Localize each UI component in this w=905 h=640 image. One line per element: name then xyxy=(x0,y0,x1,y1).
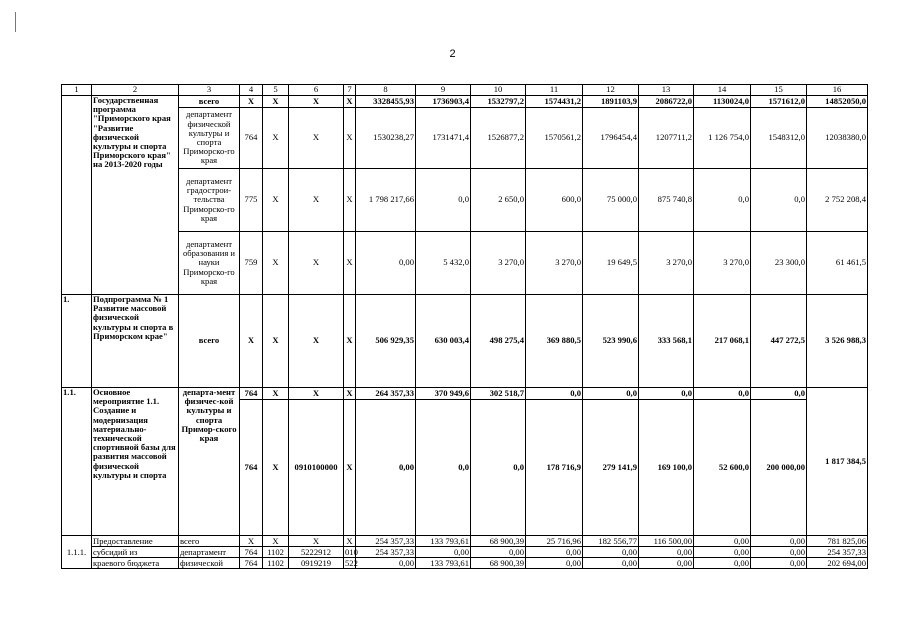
value-cell: 2 650,0 xyxy=(471,169,526,232)
column-number-header: 10 xyxy=(471,85,526,96)
value-cell: 1207711,2 xyxy=(639,108,694,169)
value-cell: 3 270,0 xyxy=(471,232,526,295)
executor-cell: департа-мент физичес-кой культуры и спорта Примор-ского края xyxy=(179,388,240,536)
value-cell: 0,00 xyxy=(416,547,471,558)
value-cell: 1570561,2 xyxy=(526,108,583,169)
table-row xyxy=(62,169,868,232)
value-cell: 302 518,7 xyxy=(471,388,526,400)
value-cell: 1548312,0 xyxy=(751,108,807,169)
code-cell: 764 xyxy=(240,400,263,536)
value-cell: 0,00 xyxy=(583,558,639,569)
code-cell: X xyxy=(289,232,344,295)
value-cell: 0,00 xyxy=(356,232,416,295)
table-row xyxy=(62,96,868,108)
value-cell: 0,0 xyxy=(694,169,751,232)
value-cell: 3 526 988,3 xyxy=(807,295,868,388)
table-row xyxy=(62,108,868,169)
column-number-header: 14 xyxy=(694,85,751,96)
value-cell: 23 300,0 xyxy=(751,232,807,295)
column-number-header: 4 xyxy=(240,85,263,96)
table-row xyxy=(62,295,868,388)
value-cell: 264 357,33 xyxy=(356,388,416,400)
column-number-header: 8 xyxy=(356,85,416,96)
code-cell: X xyxy=(344,232,356,295)
value-cell: 0,0 xyxy=(471,400,526,536)
page-number: 2 xyxy=(449,48,456,60)
executor-cell: всего xyxy=(179,295,240,388)
program-name: Государственная программа "Приморского края "Развитие физической культуры и спорта Приморского края" на 2013-2020 годы xyxy=(92,96,179,295)
value-cell: 1 817 384,5 xyxy=(807,388,868,536)
column-number-header: 16 xyxy=(807,85,868,96)
value-cell: 1130024,0 xyxy=(694,96,751,108)
code-cell: X xyxy=(240,536,263,547)
value-cell: 0,0 xyxy=(583,388,639,400)
value-cell: 447 272,5 xyxy=(751,295,807,388)
value-cell: 0,00 xyxy=(526,547,583,558)
value-cell: 182 556,77 xyxy=(583,536,639,547)
code-cell: X xyxy=(263,169,289,232)
code-cell: X xyxy=(263,536,289,547)
value-cell: 498 275,4 xyxy=(471,295,526,388)
code-cell: X xyxy=(263,96,289,108)
column-number-header: 1 xyxy=(62,85,92,96)
code-cell: X xyxy=(289,295,344,388)
code-cell: X xyxy=(289,169,344,232)
value-cell: 25 716,96 xyxy=(526,536,583,547)
row-number-cell: 1. xyxy=(62,295,92,388)
column-number-header: 15 xyxy=(751,85,807,96)
column-number-header: 6 xyxy=(289,85,344,96)
code-cell: 522 xyxy=(345,558,358,568)
value-cell: 0,00 xyxy=(694,536,751,547)
value-cell: 0,00 xyxy=(471,547,526,558)
row-number-cell: 1.1.1. xyxy=(62,536,92,569)
value-cell: 2086722,0 xyxy=(639,96,694,108)
code-cell: 764 xyxy=(240,558,263,569)
value-cell: 133 793,61 xyxy=(416,558,471,569)
code-cell: X xyxy=(344,388,356,400)
code-cell: X xyxy=(344,169,356,232)
value-cell: 61 461,5 xyxy=(807,232,868,295)
code-cell: X xyxy=(289,108,344,169)
value-cell: 200 000,00 xyxy=(751,400,807,536)
row-number-cell xyxy=(62,96,92,295)
value-cell: 254 357,33 xyxy=(356,547,416,558)
value-cell: 370 949,6 xyxy=(416,388,471,400)
code-cell: X xyxy=(344,108,356,169)
value-cell: 279 141,9 xyxy=(583,400,639,536)
value-cell: 1736903,4 xyxy=(416,96,471,108)
value-cell: 1 126 754,0 xyxy=(694,108,751,169)
executor-cell: физической xyxy=(179,558,240,569)
table-row xyxy=(62,232,868,295)
value-cell: 12038380,0 xyxy=(807,108,868,169)
value-cell: 3 270,0 xyxy=(694,232,751,295)
code-cell: X xyxy=(344,400,356,536)
value-cell: 202 694,00 xyxy=(807,558,868,569)
executor-cell: департамент физической культуры и спорта Приморско-го края xyxy=(179,108,240,169)
value-cell: 0,00 xyxy=(751,558,807,569)
table-body xyxy=(62,85,868,569)
value-cell: 3 270,0 xyxy=(639,232,694,295)
code-cell: 764 xyxy=(240,547,263,558)
value-cell: 0,00 xyxy=(356,400,416,536)
value-cell: 68 900,39 xyxy=(471,558,526,569)
code-cell: 775 xyxy=(240,169,263,232)
column-number-header: 5 xyxy=(263,85,289,96)
value-cell: 1 798 217,66 xyxy=(356,169,416,232)
column-number-header: 12 xyxy=(583,85,639,96)
code-cell: X xyxy=(263,388,289,400)
value-cell: 600,0 xyxy=(526,169,583,232)
value-cell: 1532797,2 xyxy=(471,96,526,108)
column-number-header: 7 xyxy=(344,85,356,96)
executor-cell: всего xyxy=(179,96,240,108)
value-cell: 2 752 208,4 xyxy=(807,169,868,232)
value-cell: 75 000,0 xyxy=(583,169,639,232)
value-cell: 1526877,2 xyxy=(471,108,526,169)
value-cell: 0,0 xyxy=(416,400,471,536)
code-cell: X xyxy=(263,295,289,388)
value-cell: 1796454,4 xyxy=(583,108,639,169)
value-cell: 875 740,8 xyxy=(639,169,694,232)
value-cell: 3328455,93 xyxy=(356,96,416,108)
value-cell: 3 270,0 xyxy=(526,232,583,295)
value-cell: 0,00 xyxy=(526,558,583,569)
subsidy-name-line: Предоставление xyxy=(92,536,179,547)
code-cell: 1102 xyxy=(263,558,289,569)
value-cell: 0,00 xyxy=(694,558,751,569)
value-cell: 0,00 xyxy=(583,547,639,558)
value-cell: 1530238,27 xyxy=(356,108,416,169)
code-cell: X xyxy=(263,232,289,295)
value-cell: 0,00 xyxy=(751,536,807,547)
value-cell: 5 432,0 xyxy=(416,232,471,295)
executor-cell: департамент образования и науки Приморско-го края xyxy=(179,232,240,295)
code-cell: 764 xyxy=(240,108,263,169)
value-cell: 254 357,33 xyxy=(356,536,416,547)
code-cell: X xyxy=(263,400,289,536)
value-cell: 133 793,61 xyxy=(416,536,471,547)
value-cell: 217 068,1 xyxy=(694,295,751,388)
value-cell: 369 880,5 xyxy=(526,295,583,388)
value-cell: 14852050,0 xyxy=(807,96,868,108)
code-cell: X xyxy=(289,536,344,547)
code-cell: X xyxy=(240,295,263,388)
value-cell: 333 568,1 xyxy=(639,295,694,388)
header-row xyxy=(62,85,868,96)
value-cell: 254 357,33 xyxy=(807,547,868,558)
subsidy-name-line: субсидий из xyxy=(92,547,179,558)
column-number-header: 13 xyxy=(639,85,694,96)
event-name: Основное мероприятие 1.1. Создание и модернизация материально-технической спортивной базы для развития массовой физической культуры и спорта xyxy=(92,388,179,536)
code-cell: 764 xyxy=(240,388,263,400)
code-cell: X xyxy=(289,388,344,400)
value-cell: 178 716,9 xyxy=(526,400,583,536)
code-cell: 0919219 xyxy=(289,558,344,569)
value-cell: 0,0 xyxy=(526,388,583,400)
column-number-header: 3 xyxy=(179,85,240,96)
value-cell: 0,00 xyxy=(639,558,694,569)
code-cell: 759 xyxy=(240,232,263,295)
value-cell: 1574431,2 xyxy=(526,96,583,108)
table-row xyxy=(62,558,868,569)
value-cell: 169 100,0 xyxy=(639,400,694,536)
value-cell: 0,0 xyxy=(416,169,471,232)
code-cell: 0910100000 xyxy=(289,400,344,536)
value-cell: 0,0 xyxy=(751,388,807,400)
executor-cell: департамент xyxy=(179,547,240,558)
column-number-header: 2 xyxy=(92,85,179,96)
value-cell: 781 825,06 xyxy=(807,536,868,547)
value-cell: 0,00 xyxy=(639,547,694,558)
value-cell: 1891103,9 xyxy=(583,96,639,108)
value-cell: 0,0 xyxy=(639,388,694,400)
value-cell: 19 649,5 xyxy=(583,232,639,295)
code-cell: X xyxy=(263,108,289,169)
column-number-header: 11 xyxy=(526,85,583,96)
value-cell: 52 600,0 xyxy=(694,400,751,536)
executor-cell: всего xyxy=(179,536,240,547)
value-cell: 1731471,4 xyxy=(416,108,471,169)
value-cell: 0,0 xyxy=(694,388,751,400)
code-cell: X xyxy=(240,96,263,108)
row-number-cell: 1.1. xyxy=(62,388,92,536)
code-cell: 010 xyxy=(345,547,358,557)
value-cell: 116 500,00 xyxy=(639,536,694,547)
code-cell: X xyxy=(344,96,356,108)
value-cell: 0,0 xyxy=(751,169,807,232)
code-cell: X xyxy=(289,96,344,108)
executor-cell: департамент градострои-тельства Приморско-го края xyxy=(179,169,240,232)
code-cell: 1102 xyxy=(263,547,289,558)
table-row xyxy=(62,536,868,547)
budget-table xyxy=(61,84,868,569)
code-cell: 5222912 xyxy=(289,547,344,558)
code-cell: X xyxy=(344,536,356,547)
margin-mark xyxy=(15,12,16,32)
value-cell: 0,00 xyxy=(356,558,416,569)
value-cell: 506 929,35 xyxy=(356,295,416,388)
value-cell: 0,00 xyxy=(694,547,751,558)
table-row xyxy=(62,547,868,558)
table-row xyxy=(62,388,868,400)
column-number-header: 9 xyxy=(416,85,471,96)
value-cell: 630 003,4 xyxy=(416,295,471,388)
subsidy-name-line: краевого бюджета xyxy=(92,558,179,569)
value-cell: 1571612,0 xyxy=(751,96,807,108)
value-cell: 0,00 xyxy=(751,547,807,558)
value-cell: 523 990,6 xyxy=(583,295,639,388)
code-cell: X xyxy=(344,295,356,388)
subprogram-name: Подпрограмма № 1 Развитие массовой физической культуры и спорта в Приморском крае" xyxy=(92,295,179,388)
value-cell: 68 900,39 xyxy=(471,536,526,547)
